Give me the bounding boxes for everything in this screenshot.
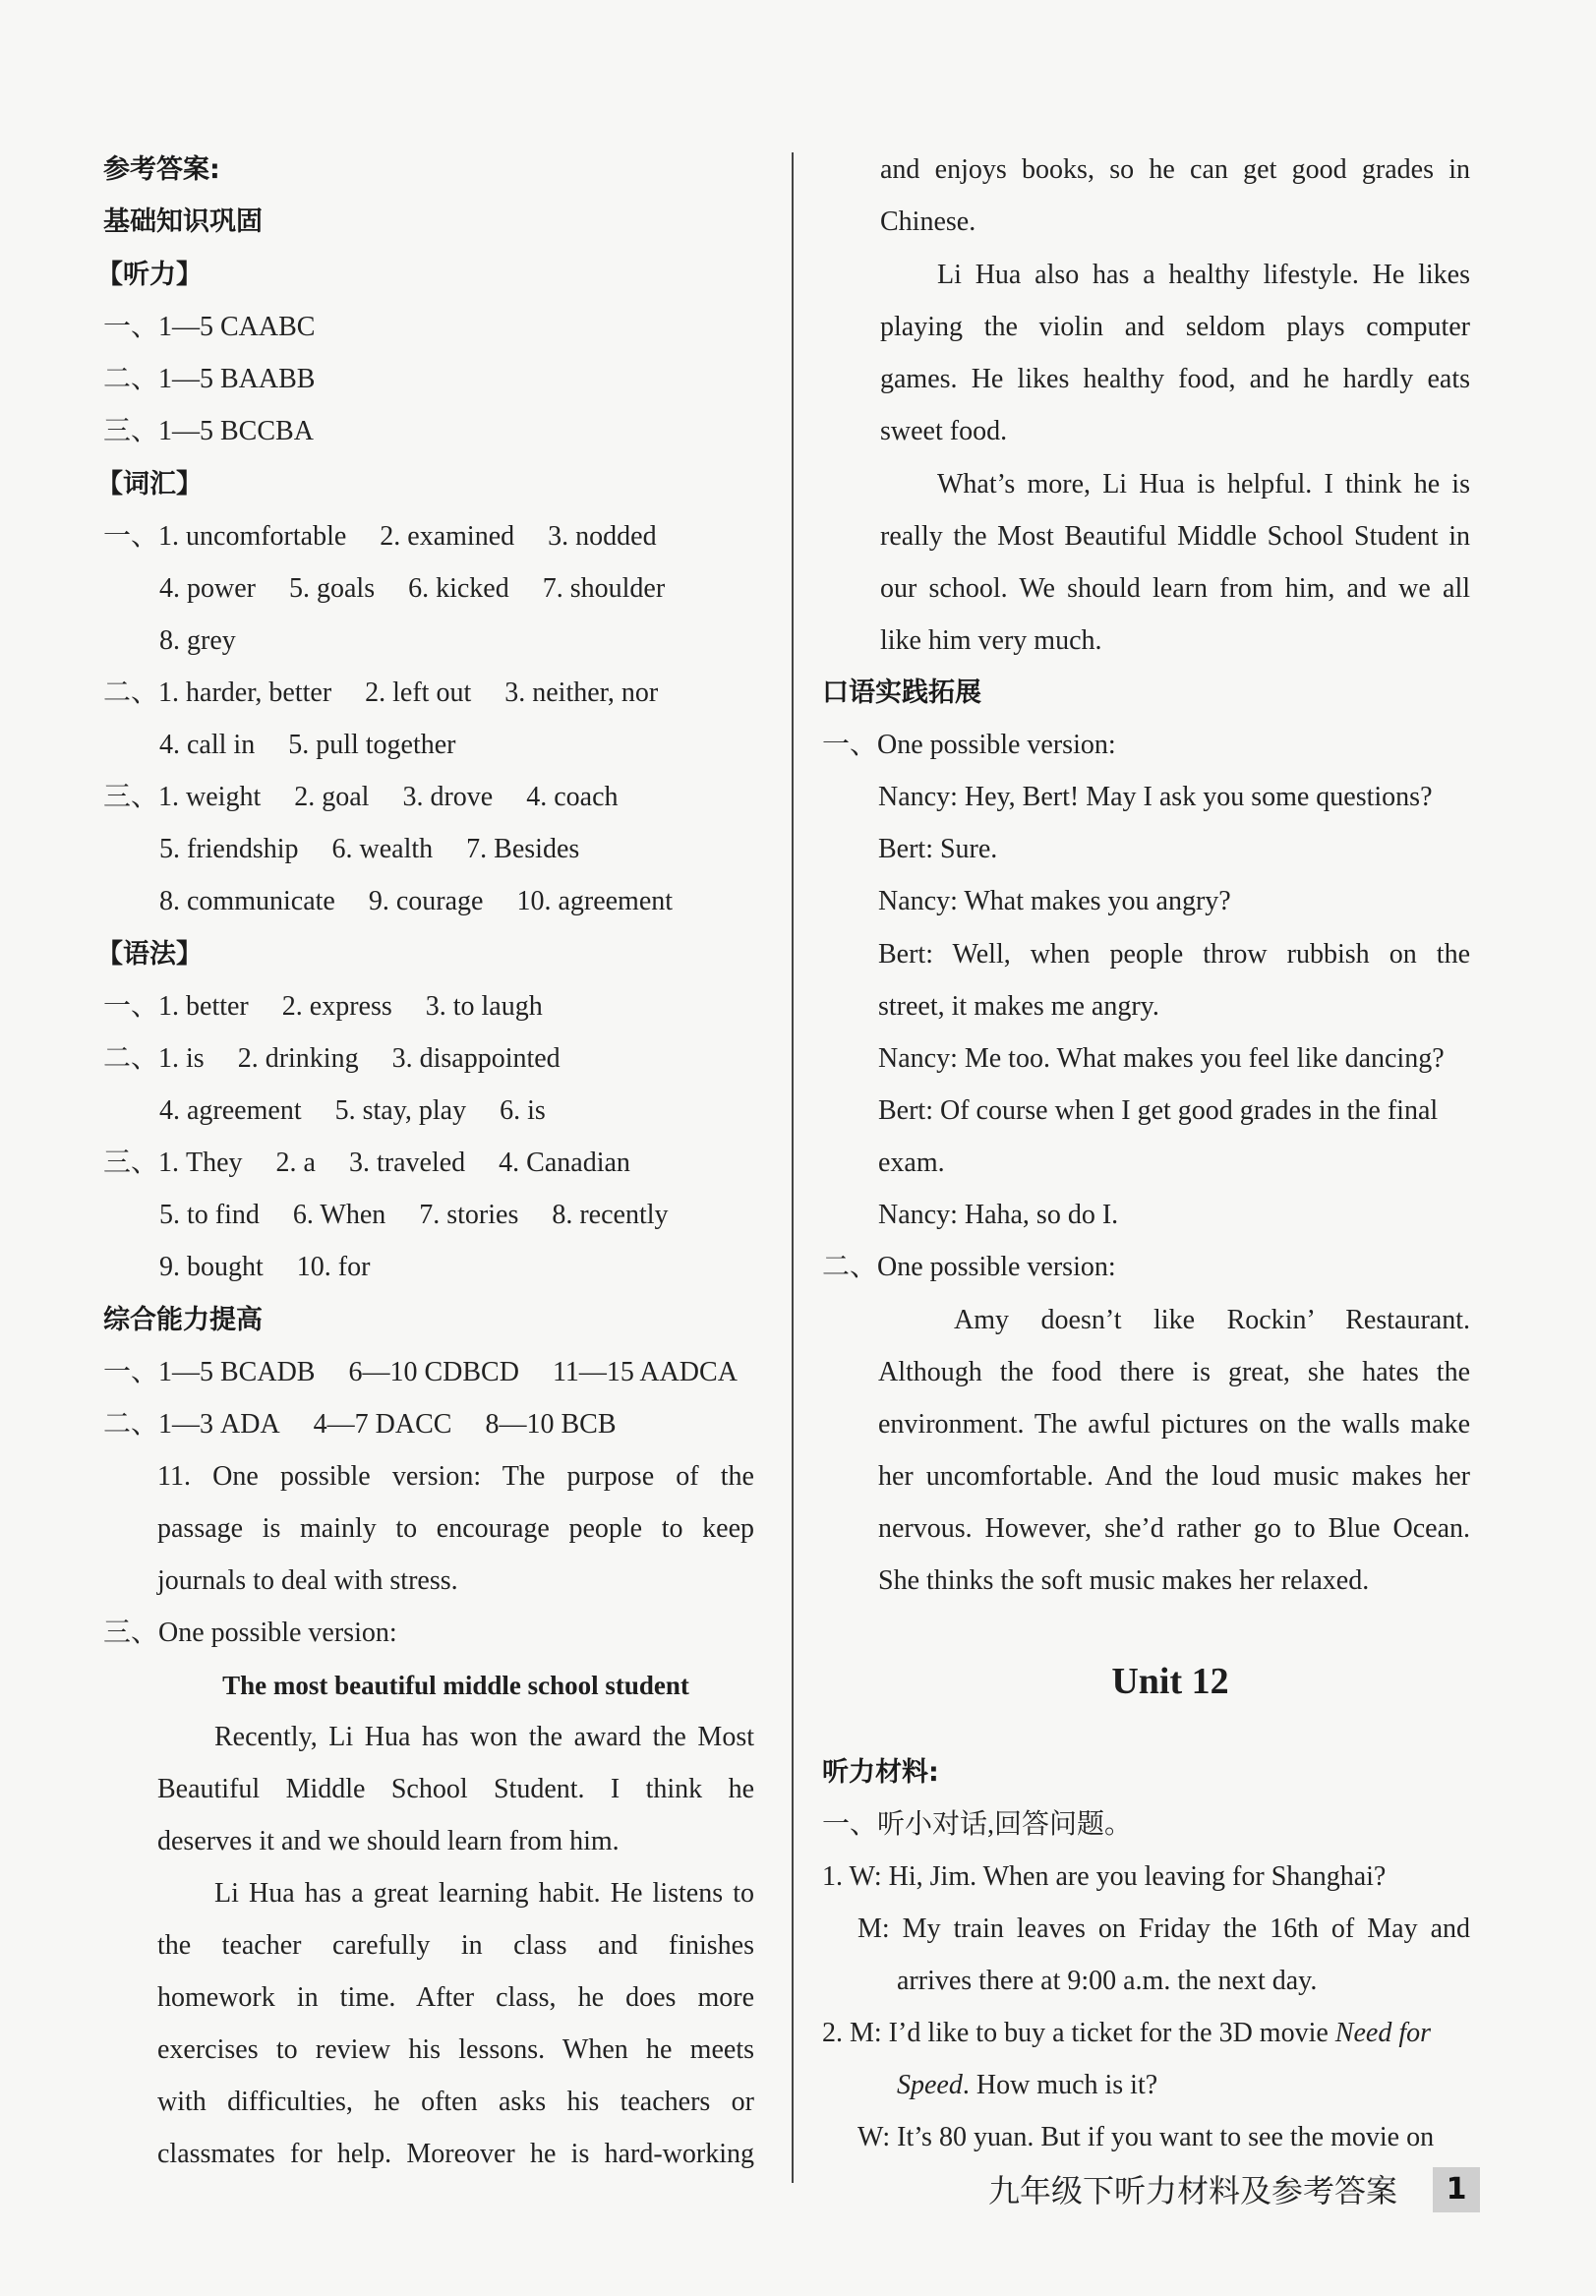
grammar-three-row-1: 三、1. They 2. a 3. traveled 4. Canadian [103, 1148, 630, 1178]
dialogue-line: Nancy: What makes you angry? [878, 886, 1231, 916]
unit-title: Unit 12 [1111, 1661, 1229, 1702]
footer-title: 九年级下听力材料及参考答案 [988, 2172, 1398, 2209]
vocab-three-row-3: 8. communicate 9. courage 10. agreement [159, 886, 674, 916]
page-number: 1 [1433, 2167, 1480, 2212]
essay-line: Beautiful Middle School Student. I think he [157, 1774, 754, 1804]
materials-label: 听力材料: [822, 1757, 939, 1788]
essay-line: Recently, Li Hua has won the award the Most [214, 1722, 754, 1752]
materials-one: 一、听小对话,回答问题。 [822, 1809, 1133, 1840]
essay-cont-line: our school. We should learn from him, and we all [880, 573, 1470, 604]
essay-cont-line: really the Most Beautiful Middle School Student in [880, 521, 1470, 552]
dialogue-line: Nancy: Haha, so do I. [878, 1200, 1119, 1230]
q2-line-3: W: It’s 80 yuan. But if you want to see the movie on [857, 2122, 1435, 2152]
essay-cont-line: playing the violin and seldom plays computer [880, 312, 1470, 342]
vocab-label: 【词汇】 [96, 469, 203, 500]
grammar-label: 【语法】 [96, 939, 203, 970]
essay-cont-line: sweet food. [880, 416, 1008, 446]
oral-two-label: 二、One possible version: [822, 1252, 1116, 1282]
oral-two-line: nervous. However, she’d rather go to Blue Ocean. [878, 1513, 1470, 1544]
vocab-three-row-1: 三、1. weight 2. goal 3. drove 4. coach [103, 782, 619, 812]
grammar-two-row-2: 4. agreement 5. stay, play 6. is [159, 1095, 546, 1126]
oral-two-line: environment. The awful pictures on the walls make [878, 1409, 1470, 1440]
q2-line-2: Speed. How much is it? [897, 2070, 1158, 2100]
essay-title: The most beautiful middle school student [222, 1671, 689, 1700]
listening-label: 【听力】 [96, 260, 203, 290]
listening-answer-2: 二、1—5 BAABB [103, 364, 316, 394]
grammar-one-row-1: 一、1. better 2. express 3. to laugh [103, 991, 543, 1022]
section-comprehensive: 综合能力提高 [103, 1305, 263, 1335]
grammar-three-row-2: 5. to find 6. When 7. stories 8. recently [159, 1200, 669, 1230]
comp-three: 三、One possible version: [103, 1618, 397, 1648]
comp-one: 一、1—5 BCADB 6—10 CDBCD 11—15 AADCA [103, 1357, 738, 1387]
dialogue-line: Bert: Well, when people throw rubbish on the [878, 939, 1470, 970]
essay-cont-line: games. He likes healthy food, and he hardly eats [880, 364, 1470, 394]
dialogue-line: street, it makes me angry. [878, 991, 1159, 1022]
oral-two-line: Although the food there is great, she hates the [878, 1357, 1470, 1387]
essay-cont-line: and enjoys books, so he can get good grades in [880, 154, 1470, 185]
grammar-two-row-1: 二、1. is 2. drinking 3. disappointed [103, 1043, 561, 1074]
oral-two-line: She thinks the soft music makes her relaxed. [878, 1565, 1370, 1596]
vocab-three-row-2: 5. friendship 6. wealth 7. Besides [159, 834, 580, 864]
dialogue-line: Bert: Of course when I get good grades in the final [878, 1095, 1439, 1126]
essay-line: homework in time. After class, he does more [157, 1982, 754, 2013]
dialogue-line: Nancy: Hey, Bert! May I ask you some questions? [878, 782, 1433, 812]
comp-two-11-line-3: journals to deal with stress. [157, 1565, 458, 1596]
essay-cont-line: Chinese. [880, 206, 976, 237]
vocab-one-row-2: 4. power 5. goals 6. kicked 7. shoulder [159, 573, 666, 604]
essay-line: the teacher carefully in class and finishes [157, 1930, 754, 1961]
essay-line: deserves it and we should learn from him. [157, 1826, 620, 1856]
oral-one-label: 一、One possible version: [822, 730, 1116, 760]
essay-line: classmates for help. Moreover he is hard-working [157, 2139, 754, 2169]
vocab-two-row-1: 二、1. harder, better 2. left out 3. neither, nor [103, 677, 659, 708]
grammar-three-row-3: 9. bought 10. for [159, 1252, 371, 1282]
q1-line: arrives there at 9:00 a.m. the next day. [897, 1966, 1318, 1996]
comp-two-11-line-1: 11. One possible version: The purpose of the [157, 1461, 754, 1492]
essay-line: exercises to review his lessons. When he meets [157, 2034, 754, 2065]
answers-title: 参考答案: [103, 154, 220, 185]
q1-line: M: My train leaves on Friday the 16th of May and [857, 1913, 1470, 1944]
oral-two-line: her uncomfortable. And the loud music makes her [878, 1461, 1470, 1492]
essay-cont-line: like him very much. [880, 625, 1102, 656]
listening-answer-1: 一、1—5 CAABC [103, 312, 316, 342]
essay-line: with difficulties, he often asks his teachers or [157, 2087, 754, 2117]
comp-two-11-line-2: passage is mainly to encourage people to keep [157, 1513, 754, 1544]
essay-cont-line: Li Hua also has a healthy lifestyle. He likes [937, 260, 1470, 290]
dialogue-line: Nancy: Me too. What makes you feel like dancing? [878, 1043, 1445, 1074]
oral-two-line: Amy doesn’t like Rockin’ Restaurant. [954, 1305, 1470, 1335]
section-basic: 基础知识巩固 [103, 206, 263, 237]
essay-line: Li Hua has a great learning habit. He listens to [214, 1878, 754, 1909]
section-oral: 口语实践拓展 [822, 677, 981, 708]
dialogue-line: exam. [878, 1148, 945, 1178]
q1-line: 1. W: Hi, Jim. When are you leaving for Shanghai? [822, 1861, 1387, 1892]
vocab-one-row-1: 一、1. uncomfortable 2. examined 3. nodded [103, 521, 657, 552]
comp-two: 二、1—3 ADA 4—7 DACC 8—10 BCB [103, 1409, 617, 1440]
q2-line-1: 2. M: I’d like to buy a ticket for the 3D movie Need for [822, 2018, 1431, 2048]
column-divider [792, 152, 794, 2183]
vocab-two-row-2: 4. call in 5. pull together [159, 730, 456, 760]
essay-cont-line: What’s more, Li Hua is helpful. I think he is [937, 469, 1470, 500]
dialogue-line: Bert: Sure. [878, 834, 998, 864]
listening-answer-3: 三、1—5 BCCBA [103, 416, 314, 446]
vocab-one-row-3: 8. grey [159, 625, 236, 656]
